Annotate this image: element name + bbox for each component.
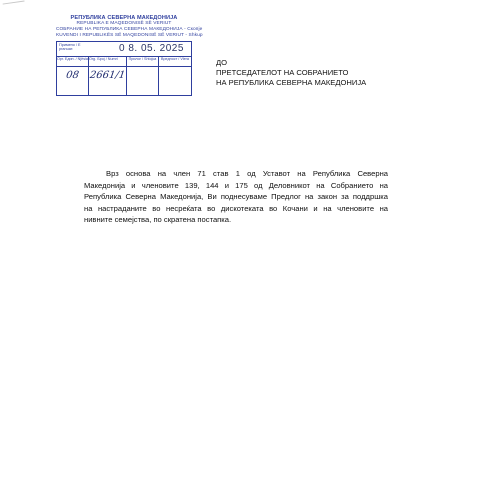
stamp-cell-label: Прилог / Shtojca: [128, 57, 157, 61]
body-line: нивните семејства, по скратена постапка.: [84, 215, 232, 224]
stamp-cell-label: Број / Numri: [97, 57, 118, 61]
body-line: Македонија и членовите 139, 144 и 175 од Деловникот на Собранието на: [84, 180, 388, 190]
stamp-header-line: REPUBLIKA E MAQEDONISË SË VERIUT: [76, 21, 172, 26]
addressee-line: НА РЕПУБЛИКА СЕВЕРНА МАКЕДОНИЈА: [216, 78, 367, 88]
addressee-block: [216, 58, 366, 89]
stamp-received-label: Примено / E pranuar:: [59, 43, 81, 52]
registration-stamp: [56, 15, 203, 96]
scan-mark: [3, 1, 26, 11]
stamp-header-line: KUVENDI I REPUBLIKËS SË MAQEDONISË SË VERIUT - Shkup: [56, 33, 203, 38]
body-line: Врз основа на член 71 став 1 од Уставот на Република Северна: [106, 169, 388, 178]
stamp-cell-label: Вредност / Vlera: [161, 57, 189, 61]
stamp-table: [56, 41, 192, 96]
body-paragraph: [84, 168, 388, 226]
stamp-received-date: 0 8. 05. 2025: [119, 43, 184, 54]
stamp-cell-label: Орг. Един. / Njësia Org.: [57, 57, 97, 61]
stamp-header-line: СОБРАНИЕ НА РЕПУБЛИКА СЕВЕРНА МАКЕДОНИЈА - Скопје: [56, 27, 203, 32]
body-line: Република Северна Македонија, Ви поднесуваме Предлог на закон за поддршка: [84, 192, 388, 201]
addressee-line: ПРЕТСЕДАТЕЛОТ НА СОБРАНИЕТО: [216, 68, 349, 78]
stamp-cell-value: 08: [65, 70, 80, 81]
stamp-label-row: [57, 56, 191, 67]
body-line: на настраданите во несреќата во дискотеката во Кочани и на членовите на: [84, 203, 388, 213]
stamp-cell-value: 2661/1: [89, 70, 126, 81]
stamp-received-row: [57, 42, 191, 57]
addressee-line: ДО: [216, 58, 228, 67]
stamp-header-line: РЕПУБЛИКА СЕВЕРНА МАКЕДОНИЈА: [70, 15, 178, 21]
